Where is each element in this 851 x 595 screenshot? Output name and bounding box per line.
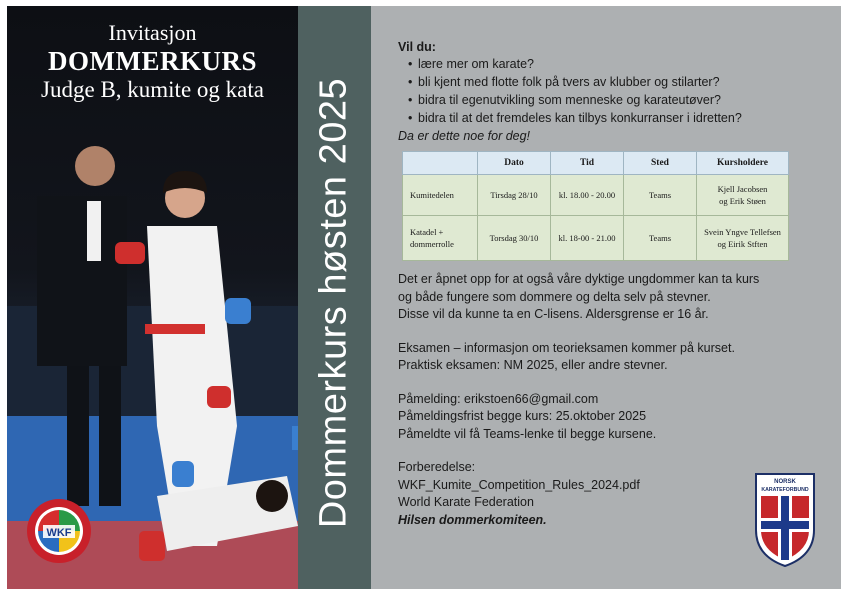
youth-line: og både fungere som dommere og delta selv på stevner. [398, 289, 711, 304]
table-cell: Katadel + dommerrolle [403, 216, 478, 261]
table-cell: Teams [624, 175, 697, 216]
nkf-logo-bottom-text: KARATEFORBUND [761, 487, 809, 493]
nkf-logo-top-text: NORSK [774, 479, 796, 485]
table-cell: kl. 18-00 - 21.00 [551, 216, 624, 261]
cover-title-line-1: Invitasjon [108, 20, 197, 45]
schedule-table [402, 151, 789, 261]
schedule-header-row [403, 152, 789, 175]
cover-title-line-3: Judge B, kumite og kata [41, 77, 264, 102]
signup-line: Påmelding: erikstoen66@gmail.com [398, 391, 599, 406]
vertical-title: Dommerkurs høsten 2025 [312, 77, 355, 529]
table-cell: kl. 18.00 - 20.00 [551, 175, 624, 216]
nkf-logo [754, 472, 816, 568]
cover-title [7, 20, 298, 103]
wkf-logo [26, 498, 92, 564]
table-cell: Kumitedelen [403, 175, 478, 216]
schedule-header-cell: Dato [478, 152, 551, 175]
schedule-header-cell [403, 152, 478, 175]
schedule-header-cell: Sted [624, 152, 697, 175]
exam-line: Praktisk eksamen: NM 2025, eller andre stevner. [398, 358, 668, 372]
intro-bullet: • lære mer om karate? [408, 57, 818, 71]
intro-heading: Vil du: [398, 40, 436, 54]
intro-bullet: • bli kjent med flotte folk på tvers av klubber og stilarter? [408, 75, 818, 89]
intro-bullet-list [398, 57, 818, 125]
intro-bullet: • bidra til at det fremdeles kan tilbys konkurranser i idretten? [408, 111, 818, 125]
vertical-title-band [298, 6, 371, 589]
signup-line: Påmeldte vil få Teams-lenke til begge kursene. [398, 426, 657, 441]
intro-closing: Da er dette noe for deg! [398, 129, 531, 143]
prep-organization: World Karate Federation [398, 495, 534, 509]
youth-line: Disse vil da kunne ta en C-lisens. Aldersgrense er 16 år. [398, 307, 709, 321]
table-cell: Kjell Jacobsen og Erik Støen [697, 175, 789, 216]
table-row [403, 216, 789, 261]
exam-line: Eksamen – informasjon om teorieksamen kommer på kurset. [398, 340, 735, 355]
signature-line: Hilsen dommerkomiteen. [398, 512, 547, 527]
table-cell: Torsdag 30/10 [478, 216, 551, 261]
youth-line: Det er åpnet opp for at også våre dyktige ungdommer kan ta kurs [398, 272, 760, 286]
prep-heading: Forberedelse: [398, 460, 476, 474]
intro-bullet: • bidra til egenutvikling som menneske og karateutøver? [408, 93, 818, 107]
wkf-logo-text: WKF [46, 527, 72, 539]
signup-line: Påmeldingsfrist begge kurs: 25.oktober 2025 [398, 409, 647, 423]
table-cell: Svein Yngve Tellefsen og Eirik Stften [697, 216, 789, 261]
main-content [398, 40, 818, 529]
schedule-header-cell: Tid [551, 152, 624, 175]
prep-document-name: WKF_Kumite_Competition_Rules_2024.pdf [398, 477, 640, 492]
table-row [403, 175, 789, 216]
table-cell: Tirsdag 28/10 [478, 175, 551, 216]
schedule-header-cell: Kursholdere [697, 152, 789, 175]
cover-title-line-2: DOMMERKURS [48, 46, 257, 76]
table-cell: Teams [624, 216, 697, 261]
